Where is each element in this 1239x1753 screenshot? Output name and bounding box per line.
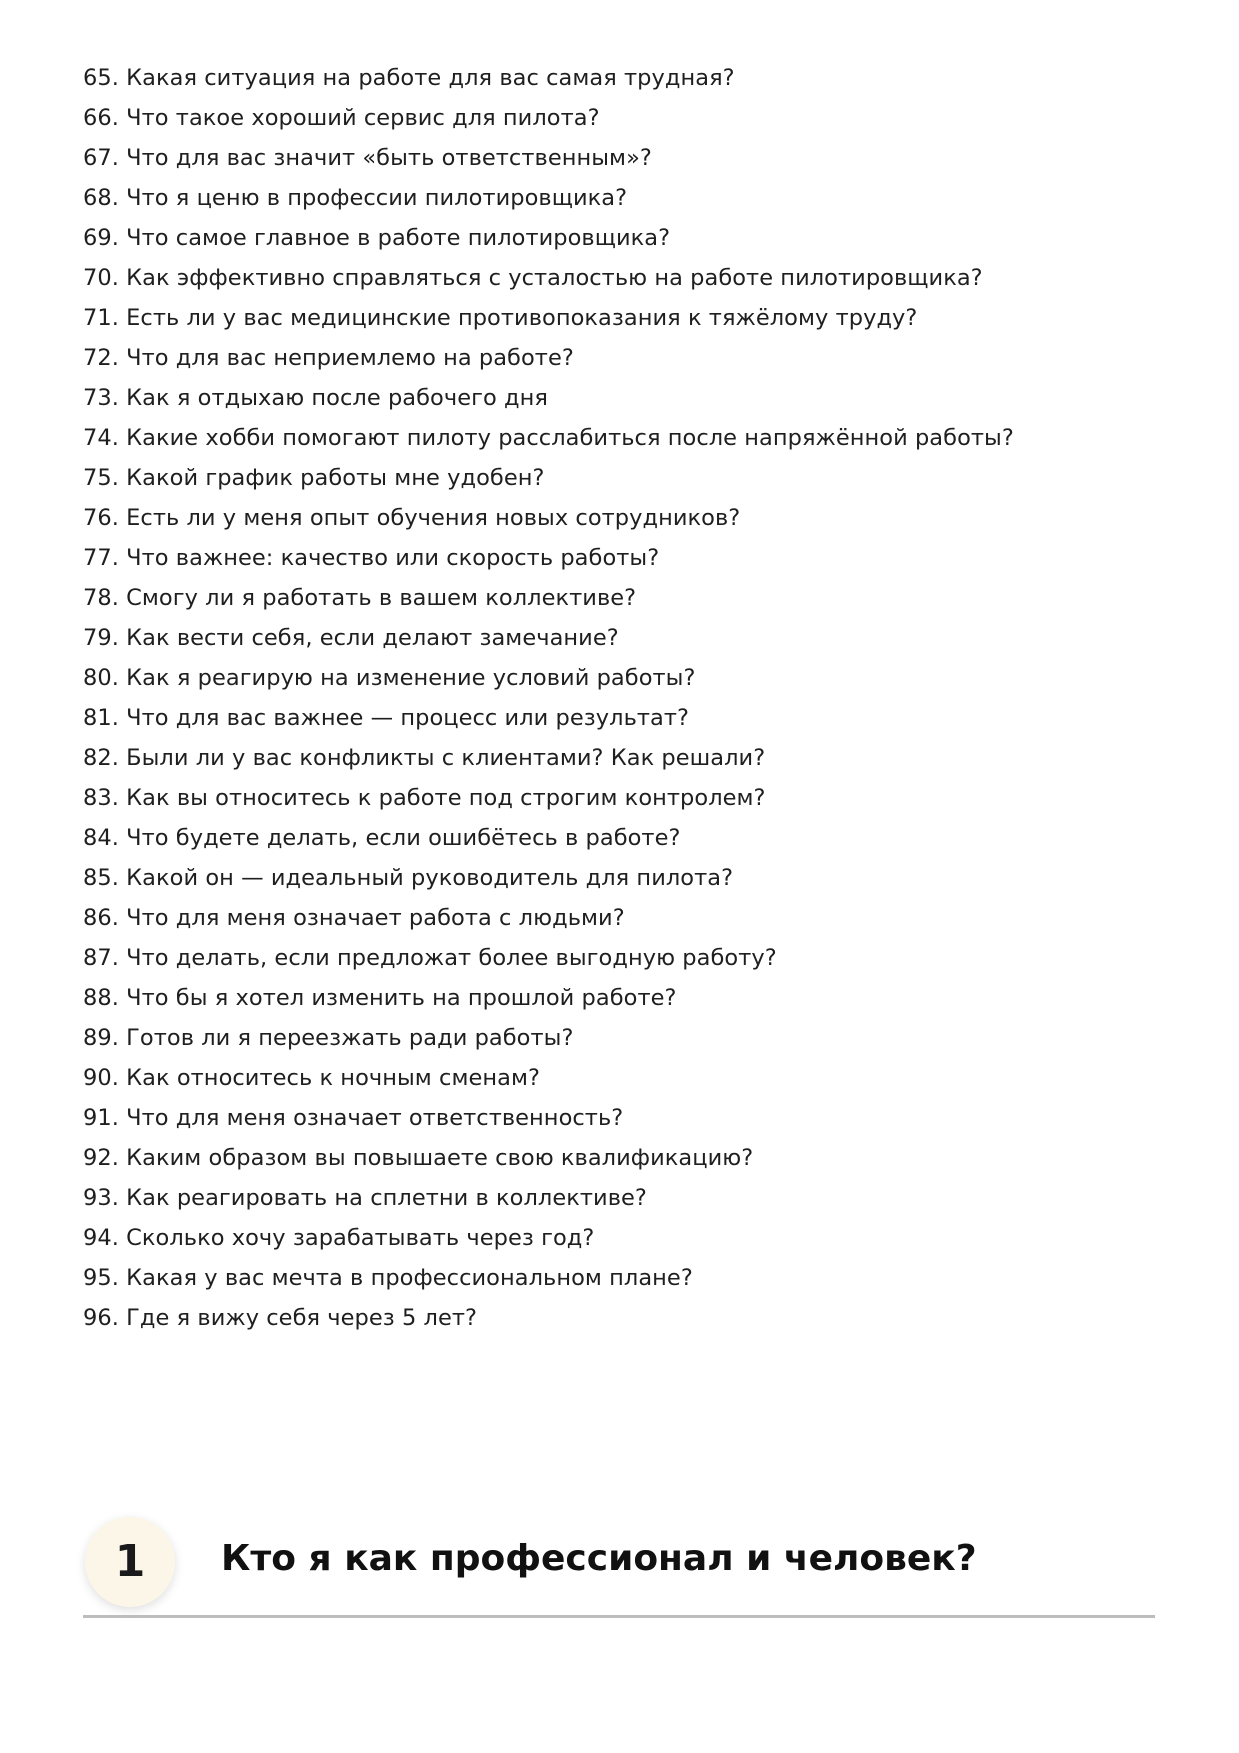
section-header [83, 1513, 1155, 1608]
question-item: 91. Что для меня означает ответственность? [83, 1105, 624, 1131]
question-item: 89. Готов ли я переезжать ради работы? [83, 1025, 574, 1051]
question-item: 96. Где я вижу себя через 5 лет? [83, 1305, 478, 1331]
section-title: Кто я как профессионал и человек? [221, 1538, 977, 1579]
section-divider [83, 1615, 1155, 1618]
question-item: 68. Что я ценю в профессии пилотировщика? [83, 185, 628, 211]
question-item: 69. Что самое главное в работе пилотировщика? [83, 225, 671, 251]
question-item: 73. Как я отдыхаю после рабочего дня [83, 385, 548, 411]
question-item: 66. Что такое хороший сервис для пилота? [83, 105, 600, 131]
question-item: 65. Какая ситуация на работе для вас самая трудная? [83, 65, 735, 91]
question-item: 79. Как вести себя, если делают замечание? [83, 625, 619, 651]
question-item: 72. Что для вас неприемлемо на работе? [83, 345, 574, 371]
question-item: 90. Как относитесь к ночным сменам? [83, 1065, 540, 1091]
question-item: 86. Что для меня означает работа с людьми? [83, 905, 625, 931]
question-item: 70. Как эффективно справляться с усталостью на работе пилотировщика? [83, 265, 983, 291]
question-item: 76. Есть ли у меня опыт обучения новых сотрудников? [83, 505, 741, 531]
question-item: 82. Были ли у вас конфликты с клиентами? Как решали? [83, 745, 766, 771]
section-number-badge [85, 1517, 175, 1607]
question-item: 77. Что важнее: качество или скорость работы? [83, 545, 660, 571]
question-item: 67. Что для вас значит «быть ответственным»? [83, 145, 652, 171]
question-item: 93. Как реагировать на сплетни в коллективе? [83, 1185, 647, 1211]
question-item: 85. Какой он — идеальный руководитель для пилота? [83, 865, 734, 891]
question-item: 95. Какая у вас мечта в профессиональном плане? [83, 1265, 693, 1291]
question-item: 74. Какие хобби помогают пилоту расслабиться после напряжённой работы? [83, 425, 1014, 451]
question-item: 87. Что делать, если предложат более выгодную работу? [83, 945, 777, 971]
question-item: 71. Есть ли у вас медицинские противопоказания к тяжёлому труду? [83, 305, 918, 331]
question-item: 88. Что бы я хотел изменить на прошлой работе? [83, 985, 677, 1011]
section-number: 1 [114, 1536, 146, 1587]
question-list [83, 58, 1014, 1338]
question-item: 84. Что будете делать, если ошибётесь в работе? [83, 825, 681, 851]
question-item: 92. Каким образом вы повышаете свою квалификацию? [83, 1145, 754, 1171]
question-item: 81. Что для вас важнее — процесс или результат? [83, 705, 690, 731]
question-item: 75. Какой график работы мне удобен? [83, 465, 545, 491]
question-item: 80. Как я реагирую на изменение условий работы? [83, 665, 696, 691]
question-item: 78. Смогу ли я работать в вашем коллективе? [83, 585, 637, 611]
question-item: 94. Сколько хочу зарабатывать через год? [83, 1225, 595, 1251]
question-item: 83. Как вы относитесь к работе под строгим контролем? [83, 785, 766, 811]
